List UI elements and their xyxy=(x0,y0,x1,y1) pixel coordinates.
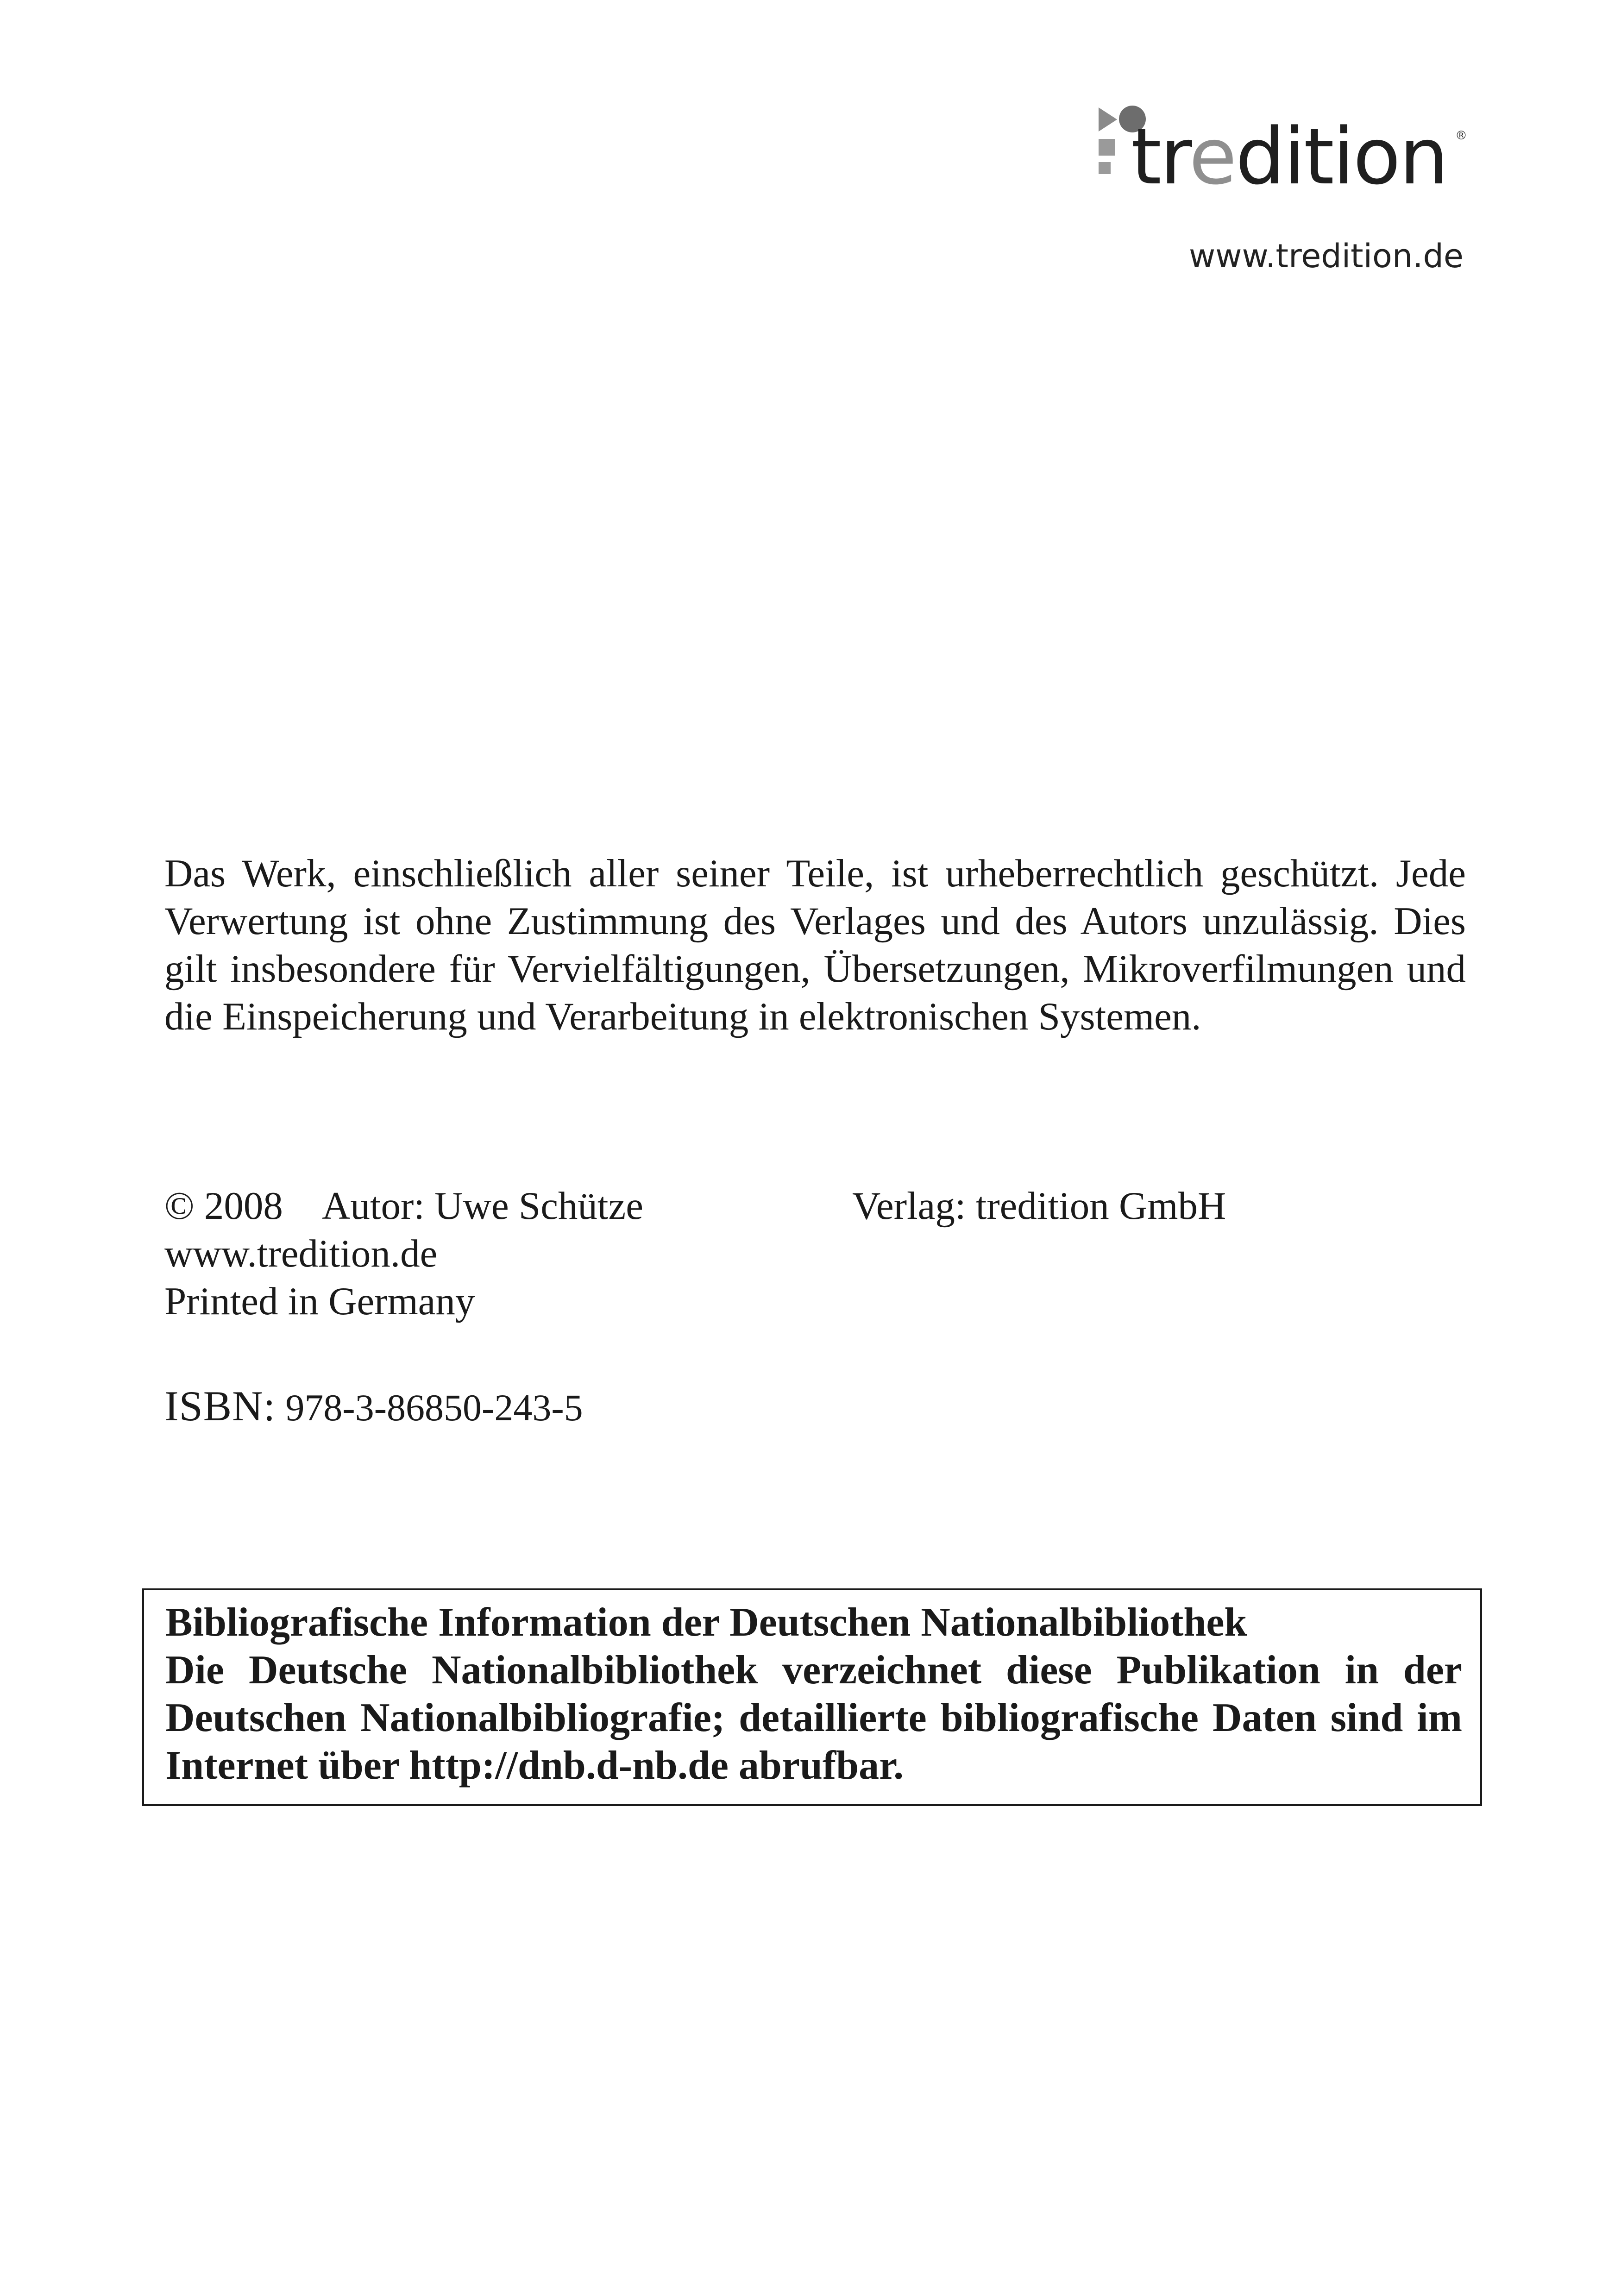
bibliographic-info-box xyxy=(142,1588,1482,1806)
bibliographic-info xyxy=(165,1599,1462,1789)
isbn-label: ISBN: xyxy=(164,1382,276,1430)
logo-wordmark-accent: e xyxy=(1189,111,1236,202)
copyright-year: © 2008 xyxy=(164,1184,283,1228)
logo-wordmark xyxy=(1131,111,1447,202)
logo-wordmark-end: dition xyxy=(1235,111,1447,202)
author-line: Autor: Uwe Schütze xyxy=(322,1184,643,1228)
logo-play-triangle-icon xyxy=(1099,107,1117,132)
registered-mark: ® xyxy=(1455,129,1467,143)
publisher-logo xyxy=(1099,101,1467,212)
isbn-value: 978-3-86850-243-5 xyxy=(285,1386,583,1429)
bibliographic-body: Die Deutsche Nationalbibliothek verzeichnet diese Publikation in der Deutschen Nationalbibliografie; detaillierte bibliografische Daten sind im Internet über http://dnb.d-nb.de abrufbar. xyxy=(165,1648,1462,1788)
logo-square-icon xyxy=(1099,139,1115,156)
isbn-line xyxy=(164,1382,583,1431)
printed-in: Printed in Germany xyxy=(164,1280,475,1323)
publisher-line: Verlag: tredition GmbH xyxy=(852,1184,1226,1228)
logo-small-square-icon xyxy=(1099,162,1111,174)
bibliographic-heading: Bibliografische Information der Deutschen Nationalbibliothek xyxy=(165,1600,1247,1645)
copyright-notice: Das Werk, einschließlich aller seiner Teile, ist urheberrechtlich geschützt. Jede Verwertung ist ohne Zustimmung des Verlages und des Autors unzulässig. Dies gilt insbesondere für Vervielfältigungen, Übersetzungen, Mikroverfilmungen und die Einspeicherung und Verarbeitung in elektronischen Systemen. xyxy=(164,852,1466,1038)
publisher-url: www.tredition.de xyxy=(164,1232,438,1275)
logo-wordmark-start: tr xyxy=(1131,111,1189,202)
logo-url: www.tredition.de xyxy=(1188,237,1464,275)
